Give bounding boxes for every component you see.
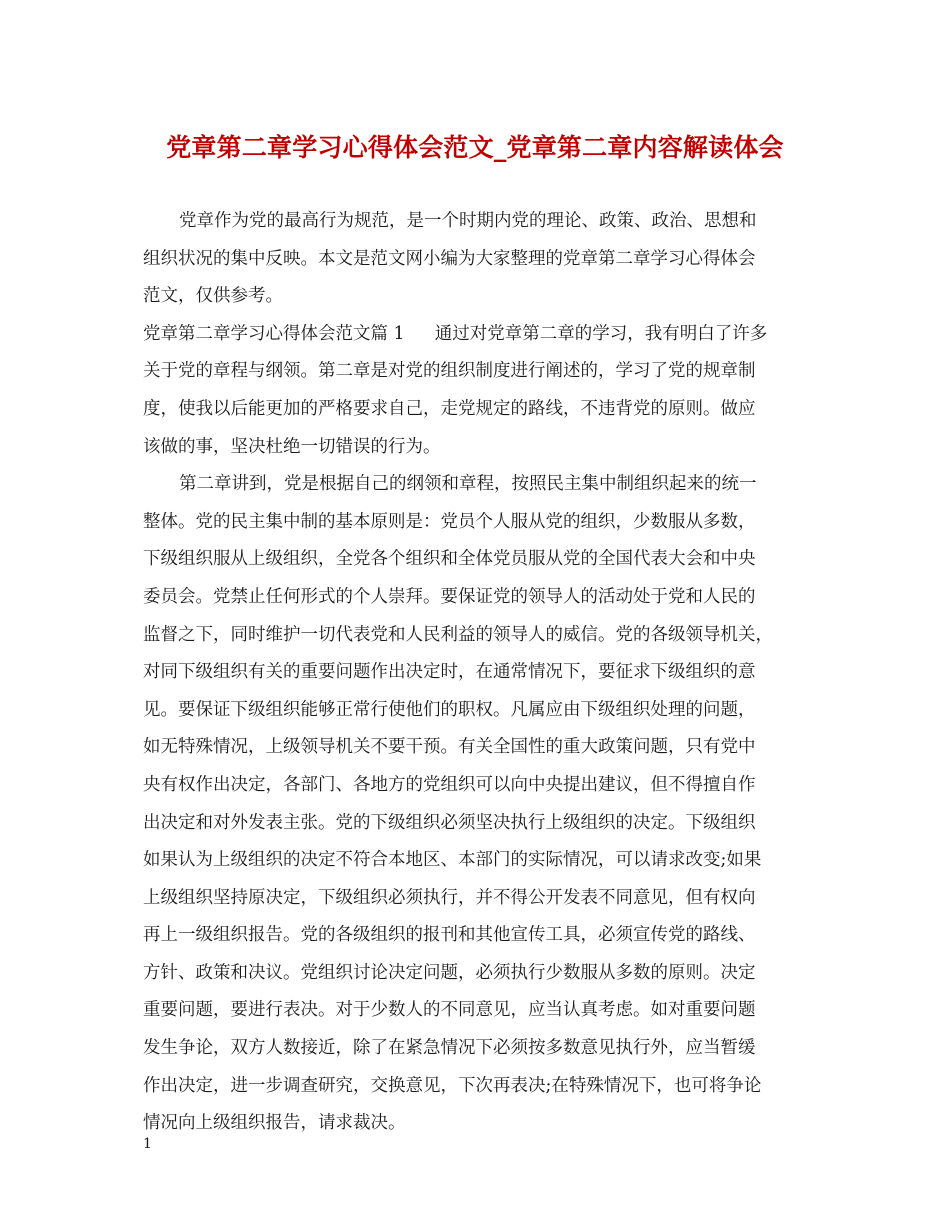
paragraph-line: 出决定和对外发表主张。党的下级组织必须坚决执行上级组织的决定。下级组织 <box>143 812 756 833</box>
essay-first-line: 通过对党章第二章的学习，我有明白了许多 <box>434 323 768 344</box>
intro-line: 党章作为党的最高行为规范，是一个时期内党的理论、政策、政治、思想和 <box>179 211 757 231</box>
page-number: 1 <box>143 1136 152 1152</box>
paragraph-line: 委员会。党禁止任何形式的个人崇拜。要保证党的领导人的活动处于党和人民的 <box>143 586 756 607</box>
paragraph-line: 方针、政策和决议。党组织讨论决定问题，必须执行少数服从多数的原则。决定 <box>143 962 756 983</box>
essay-line: 该做的事，坚决杜绝一切错误的行为。 <box>143 436 441 457</box>
document-body <box>143 203 823 1143</box>
paragraph-line: 对同下级组织有关的重要问题作出决定时，在通常情况下，要征求下级组织的意 <box>143 662 756 683</box>
paragraph-line: 监督之下，同时维护一切代表党和人民利益的领导人的威信。党的各级领导机关， <box>143 624 773 645</box>
paragraph-line: 重要问题，要进行表决。对于少数人的不同意见，应当认真考虑。如对重要问题 <box>143 1000 756 1021</box>
paragraph-line: 作出决定，进一步调查研究，交换意见，下次再表决;在特殊情况下，也可将争论 <box>143 1075 762 1096</box>
paragraph-line: 央有权作出决定，各部门、各地方的党组织可以向中央提出建议，但不得擅自作 <box>143 774 756 795</box>
intro-line: 范文，仅供参考。 <box>143 286 283 307</box>
paragraph-line: 再上一级组织报告。党的各级组织的报刊和其他宣传工具，必须宣传党的路线、 <box>143 925 756 946</box>
paragraph-line: 整体。党的民主集中制的基本原则是：党员个人服从党的组织，少数服从多数， <box>143 511 756 532</box>
paragraph-line: 第二章讲到，党是根据自己的纲领和章程，按照民主集中制组织起来的统一 <box>179 474 757 495</box>
paragraph-line: 如无特殊情况，上级领导机关不要干预。有关全国性的重大政策问题，只有党中 <box>143 737 756 758</box>
paragraph-line: 发生争论，双方人数接近，除了在紧急情况下必须按多数意见执行外，应当暂缓 <box>143 1038 756 1059</box>
intro-line: 组织状况的集中反映。本文是范文网小编为大家整理的党章第二章学习心得体会 <box>143 248 756 269</box>
paragraph-line: 上级组织坚持原决定，下级组织必须执行，并不得公开发表不同意见，但有权向 <box>143 887 756 908</box>
document-title: 党章第二章学习心得体会范文_党章第二章内容解读体会 <box>166 133 784 162</box>
essay-line: 度，使我以后能更加的严格要求自己，走党规定的路线，不违背党的原则。做应 <box>143 398 756 419</box>
paragraph-line: 如果认为上级组织的决定不符合本地区、本部门的实际情况，可以请求改变;如果 <box>143 850 762 871</box>
essay-heading: 党章第二章学习心得体会范文篇 1 <box>143 323 405 344</box>
paragraph-line: 情况向上级组织报告，请求裁决。 <box>143 1113 406 1134</box>
essay-heading-line <box>143 316 823 354</box>
paragraph-line: 见。要保证下级组织能够正常行使他们的职权。凡属应由下级组织处理的问题， <box>143 699 756 720</box>
paragraph-line: 下级组织服从上级组织，全党各个组织和全体党员服从党的全国代表大会和中央 <box>143 549 756 570</box>
essay-line: 关于党的章程与纲领。第二章是对党的组织制度进行阐述的，学习了党的规章制 <box>143 361 756 382</box>
